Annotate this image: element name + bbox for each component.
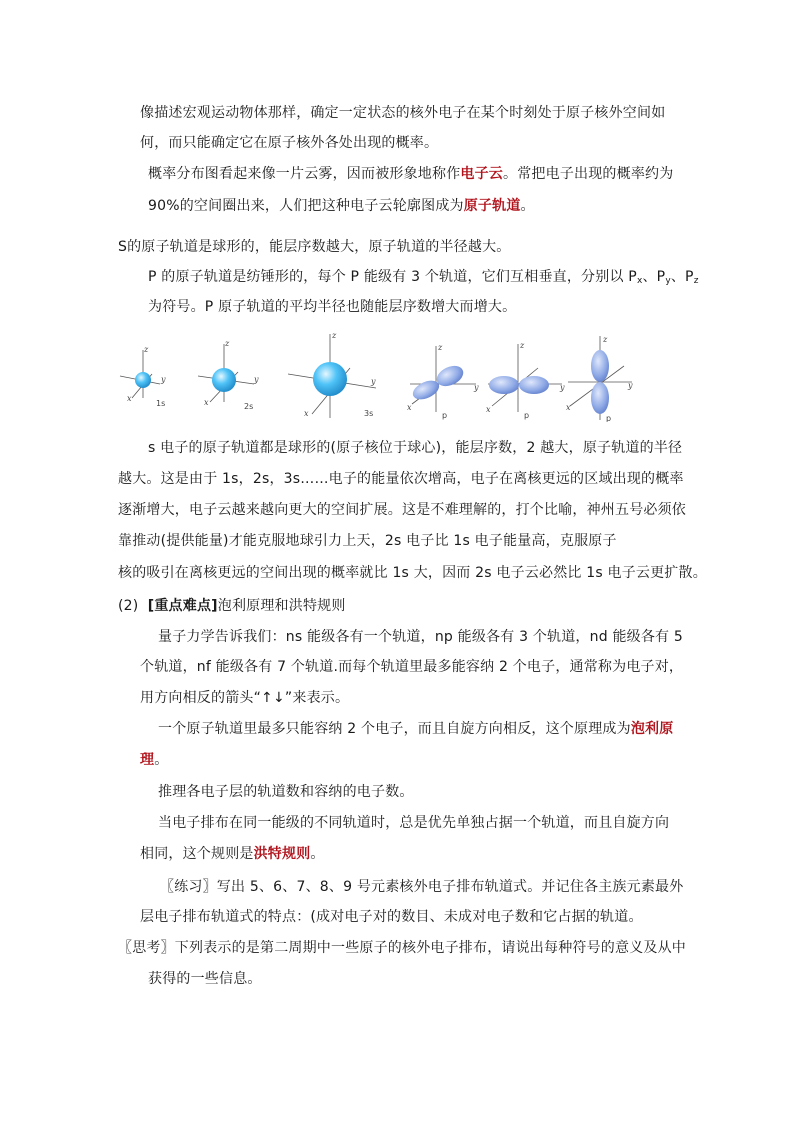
term-atomic-orbital: 原子轨道 — [463, 198, 521, 214]
text-line: 当电子排布在同一能级的不同轨道时，总是优先单独占据一个轨道，而且自旋方向 — [158, 815, 670, 831]
text-line: 量子力学告诉我们：ns 能级各有一个轨道，np 能级各有 3 个轨道，nd 能级各有 5 — [158, 629, 684, 645]
term-pauli-principle: 泡利原 — [630, 721, 674, 737]
text-span: 。 — [154, 752, 169, 768]
term-pauli-principle-cont: 理 — [140, 752, 155, 768]
section-tag: [重点难点] — [147, 598, 218, 614]
axis-label: y — [371, 377, 376, 386]
axis-label: x — [486, 405, 491, 414]
caption-3s: 3s — [364, 409, 374, 418]
axis-label: z — [603, 335, 608, 344]
axis-label: y — [254, 375, 259, 384]
caption-2s: 2s — [244, 402, 254, 411]
text-line: 〖练习〗写出 5、6、7、8、9 号元素核外电子排布轨道式。并记住各主族元素最外 — [160, 879, 684, 895]
axis-label: z — [225, 339, 230, 348]
text-span: 。常把电子出现的概率约为 — [503, 166, 674, 182]
text-line: 获得的一些信息。 — [148, 971, 262, 987]
text-line — [140, 844, 325, 864]
section-heading — [118, 596, 346, 616]
orbital-sphere — [135, 372, 151, 388]
axis-label: x — [566, 403, 571, 412]
axis-label: y — [560, 383, 565, 392]
orbital-lobe — [489, 376, 519, 394]
orbital-3s — [288, 332, 376, 418]
text-line: 逐渐增大，电子云越来越向更大的空间扩展。这是不难理解的，打个比喻，神州五号必须依 — [118, 502, 686, 518]
axis-label: x — [127, 394, 132, 403]
caption-px: p — [442, 411, 448, 420]
axis-label: y — [161, 375, 166, 384]
orbital-lobe — [591, 350, 609, 382]
text-span: 90%的空间圈出来，人们把这种电子云轮廓图成为 — [148, 198, 464, 214]
caption-1s: 1s — [156, 399, 166, 408]
orbital-sphere — [212, 368, 236, 392]
text-line: 为符号。P 原子轨道的平均半径也随能层序数增大而增大。 — [148, 299, 517, 315]
axis-label: y — [628, 381, 633, 390]
subscript: y — [665, 276, 671, 286]
text-line — [158, 719, 673, 739]
subscript: x — [636, 276, 643, 286]
orbital-2s — [198, 339, 259, 411]
text-span: 。 — [520, 198, 535, 214]
text-line: s 电子的原子轨道都是球形的(原子核位于球心)，能层序数，2 越大，原子轨道的半径 — [148, 440, 683, 456]
text-line — [148, 164, 673, 184]
axis-label: z — [438, 343, 443, 352]
caption-py: p — [524, 411, 530, 420]
text-line: 〖思考〗下列表示的是第二周期中一些原子的核外电子排布，请说出每种符号的意义及从中 — [118, 940, 686, 956]
caption-pz: p — [606, 414, 612, 422]
orbital-diagram — [114, 332, 654, 422]
text-span: 。 — [310, 846, 325, 862]
axis-label: x — [204, 398, 209, 407]
text-line: S的原子轨道是球形的，能层序数越大，原子轨道的半径越大。 — [118, 239, 511, 255]
text-span: P 的原子轨道是纺锤形的，每个 P 能级有 3 个轨道，它们互相垂直，分别以 P — [148, 269, 637, 285]
orbital-1s — [120, 345, 166, 408]
text-line: 越大。这是由于 1s，2s，3s……电子的能量依次增高，电子在离核更远的区域出现的概率 — [118, 471, 684, 487]
text-span: 相同，这个规则是 — [140, 846, 254, 862]
orbital-lobe — [591, 382, 609, 414]
axis-label: z — [520, 341, 525, 350]
axis-label: z — [144, 345, 149, 354]
text-span: 、P — [670, 269, 694, 285]
subscript: z — [693, 276, 699, 286]
text-span: 一个原子轨道里最多只能容纳 2 个电子，而且自旋方向相反，这个原理成为 — [158, 721, 631, 737]
axis-label: x — [304, 409, 309, 418]
axis-label: z — [332, 332, 337, 340]
text-span: 概率分布图看起来像一片云雾，因而被形象地称作 — [148, 166, 461, 182]
orbital-py — [486, 341, 565, 420]
text-line: 像描述宏观运动物体那样，确定一定状态的核外电子在某个时刻处于原子核外空间如 — [140, 105, 666, 121]
orbital-px — [407, 343, 479, 420]
text-line: 推理各电子层的轨道数和容纳的电子数。 — [158, 784, 414, 800]
text-line — [148, 267, 699, 291]
orbital-sphere — [313, 362, 347, 396]
text-line — [140, 750, 168, 770]
text-line — [148, 196, 535, 216]
text-span: 、P — [642, 269, 666, 285]
axis-label: y — [474, 383, 479, 392]
text-line: 靠推动(提供能量)才能克服地球引力上天，2s 电子比 1s 电子能量高，克服原子 — [118, 533, 617, 549]
text-line: 何，而只能确定它在原子核外各处出现的概率。 — [140, 135, 439, 151]
term-electron-cloud: 电子云 — [460, 166, 504, 182]
orbital-lobe — [519, 376, 549, 394]
axis-label: x — [407, 403, 412, 412]
section-number: (2) — [118, 598, 139, 614]
text-line: 层电子排布轨道式的特点：(成对电子对的数目、未成对电子数和它占据的轨道。 — [140, 909, 643, 925]
term-hund-rule: 洪特规则 — [253, 846, 311, 862]
text-line: 个轨道，nf 能级各有 7 个轨道.而每个轨道里最多能容纳 2 个电子，通常称为电子对， — [140, 659, 684, 675]
section-title: 泡利原理和洪特规则 — [217, 598, 346, 614]
text-line: 核的吸引在离核更远的空间出现的概率就比 1s 大，因而 2s 电子云必然比 1s 电子云更扩散。 — [118, 565, 707, 581]
orbital-pz — [566, 335, 633, 422]
text-line: 用方向相反的箭头“↑↓”来表示。 — [140, 690, 350, 706]
